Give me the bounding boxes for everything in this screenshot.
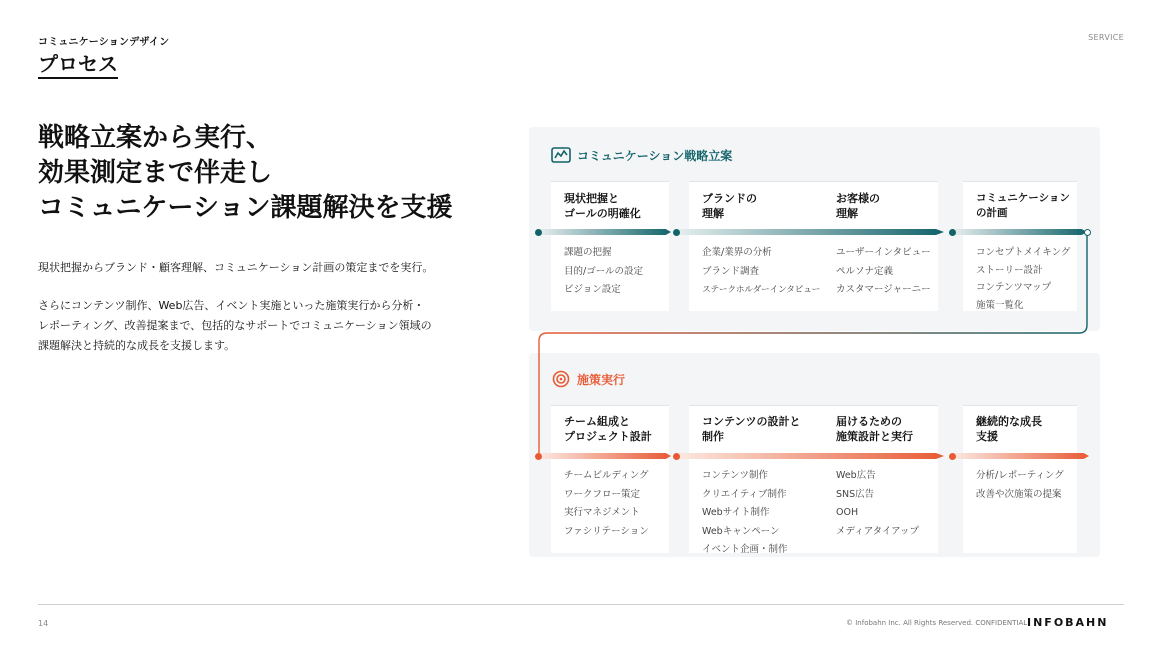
body-paragraph-2-line-2: レポーティング、改善提案まで、包括的なサポートでコミュニケーション領域の [38, 319, 432, 332]
copyright: © Infobahn Inc. All Rights Reserved. CONFIDENTIAL [846, 619, 1028, 627]
strategy-step-2-items [702, 244, 820, 300]
headline-line-2: 効果測定まで伴走し [38, 158, 273, 188]
list-item: Web広告 [836, 470, 876, 481]
execution-node [673, 453, 680, 460]
strategy-step-1-title: 現状把握と ゴールの明確化 [564, 192, 641, 220]
list-item: Webキャンペーン [702, 525, 780, 537]
strategy-step-4-title: コミュニケーション の計画 [976, 192, 1070, 219]
strategy-node [535, 229, 542, 236]
brand-logo: INFOBAHN [1027, 616, 1109, 629]
body-paragraph-2-line-1: さらにコンテンツ制作、Web広告、イベント実施といった施策実行から分析・ [38, 299, 425, 312]
list-item: ユーザーインタビュー [836, 247, 931, 258]
strategy-node [673, 229, 680, 236]
list-item: ブランド調査 [702, 265, 760, 277]
list-item: OOH [836, 507, 859, 518]
page-number: 14 [38, 619, 49, 628]
list-item: SNS広告 [836, 488, 875, 500]
strategy-progress-bar [539, 229, 671, 235]
execution-node [535, 453, 542, 460]
list-item: チームビルディング [564, 470, 649, 481]
list-item: 施策一覧化 [976, 299, 1024, 311]
strategy-icon [551, 146, 571, 164]
strategy-step-1-items [564, 244, 643, 300]
body-paragraph-2-line-3: 課題解決と持続的な成長を支援します。 [38, 339, 236, 352]
body-paragraph-1: 現状把握からブランド・顧客理解、コミュニケーション計画の策定までを実行。 [38, 261, 434, 274]
strategy-node [1084, 229, 1091, 236]
list-item: ワークフロー策定 [564, 488, 641, 500]
execution-step-2-items [702, 467, 788, 560]
page-title: プロセス [38, 52, 118, 79]
list-item: コンテンツマップ [976, 282, 1052, 293]
strategy-section-label: コミュニケーション戦略立案 [577, 148, 733, 163]
list-item: コンセプトメイキング [976, 247, 1071, 258]
strategy-step-2-title: ブランドの 理解 [702, 192, 757, 220]
list-item: コンテンツ制作 [702, 470, 769, 481]
execution-node [949, 453, 956, 460]
strategy-node [949, 229, 956, 236]
execution-section-label: 施策実行 [577, 372, 626, 387]
headline-line-1: 戦略立案から実行、 [38, 123, 273, 153]
execution-step-4-items [976, 467, 1064, 504]
strategy-progress-bar [677, 229, 944, 235]
list-item: ファシリテーション [564, 525, 649, 537]
list-item: メディアタイアップ [836, 525, 919, 537]
category-label: コミュニケーションデザイン [38, 37, 170, 48]
list-item: 課題の把握 [564, 247, 612, 258]
list-item: ストーリー設計 [976, 264, 1043, 276]
list-item: クリエイティブ制作 [702, 488, 787, 500]
execution-step-2-title: コンテンツの設計と 制作 [702, 415, 801, 443]
section-label: SERVICE [1088, 33, 1124, 42]
list-item: Webサイト制作 [702, 507, 770, 518]
strategy-step-3-items [836, 244, 931, 300]
headline-line-3: コミュニケーション課題解決を支援 [38, 193, 453, 223]
strategy-step-4-items [976, 244, 1070, 314]
execution-step-3-items [836, 467, 919, 541]
list-item: 実行マネジメント [564, 507, 640, 518]
list-item: 分析/レポーティング [976, 470, 1064, 481]
execution-step-1-title: チーム組成と プロジェクト設計 [564, 415, 652, 443]
list-item: イベント企画・制作 [702, 544, 788, 555]
list-item: ペルソナ定義 [836, 265, 894, 277]
target-icon [551, 370, 571, 388]
headline [38, 121, 508, 226]
list-item: 目的/ゴールの設定 [564, 265, 644, 277]
execution-section-title [551, 370, 625, 388]
footer-divider [38, 604, 1124, 605]
list-item: ステークホルダーインタビュー [702, 285, 821, 295]
strategy-step-3-title: お客様の 理解 [836, 192, 880, 220]
execution-progress-bar [677, 453, 944, 459]
execution-step-1-items [564, 467, 649, 541]
execution-step-3-title: 届けるための 施策設計と実行 [836, 415, 913, 443]
strategy-section-title [551, 146, 732, 164]
list-item: ビジョン設定 [564, 284, 621, 295]
list-item: カスタマージャーニー [836, 284, 931, 295]
execution-step-4-title: 継続的な成長 支援 [976, 415, 1042, 443]
list-item: 改善や次施策の提案 [976, 488, 1062, 500]
execution-progress-bar [539, 453, 671, 459]
list-item: 企業/業界の分析 [702, 247, 772, 258]
execution-progress-bar [953, 453, 1089, 459]
strategy-progress-bar [953, 229, 1087, 235]
body-text [38, 258, 488, 356]
